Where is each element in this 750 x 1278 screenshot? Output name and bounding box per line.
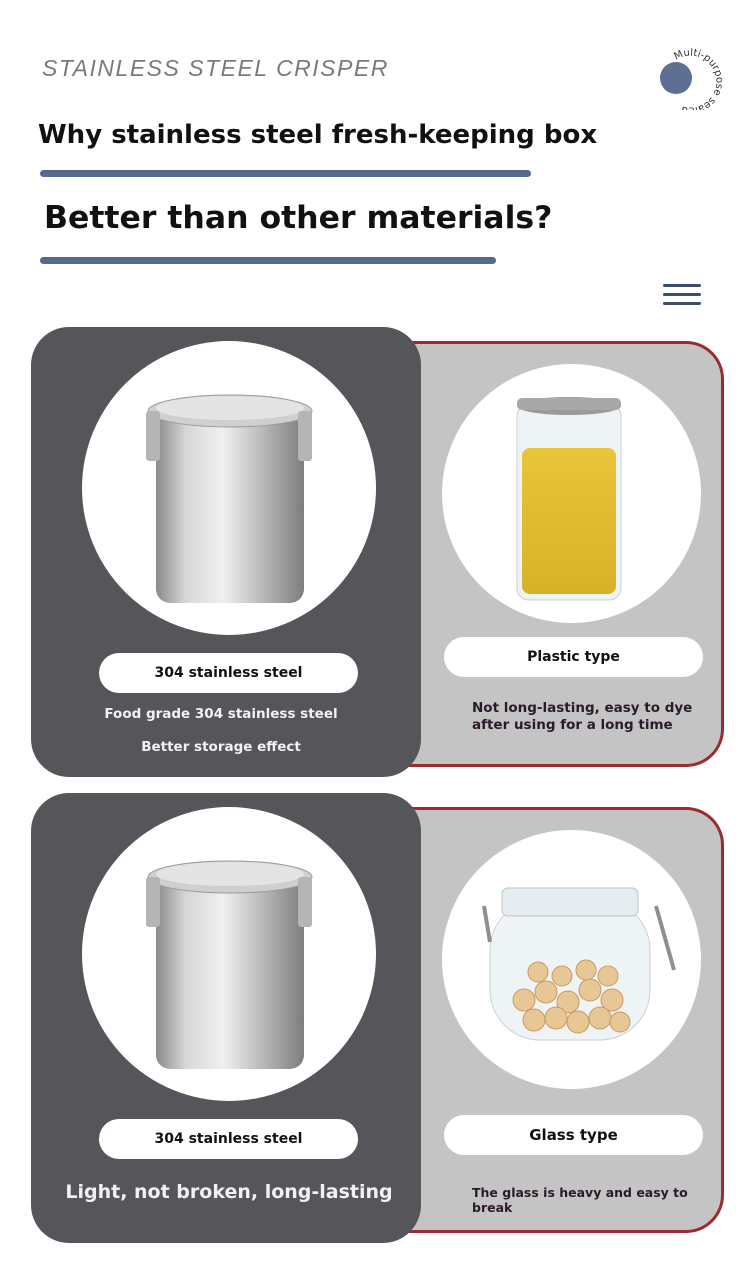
- steel-canister-image-1: [82, 341, 376, 635]
- badge-text: Multi-purpose seal d: [672, 48, 725, 110]
- plastic-label-pill: Plastic type: [444, 637, 703, 677]
- headline-primary: Why stainless steel fresh-keeping box: [38, 120, 598, 150]
- steel-feature-line-1: Food grade 304 stainless steel: [104, 706, 338, 722]
- hamburger-menu-icon[interactable]: [663, 284, 701, 308]
- glass-jar-image: [442, 830, 701, 1089]
- glass-label-pill: Glass type: [444, 1115, 703, 1155]
- steel-label-pill-2: 304 stainless steel: [99, 1119, 358, 1159]
- steel-label-pill-1: 304 stainless steel: [99, 653, 358, 693]
- glass-description: The glass is heavy and easy to break: [472, 1185, 688, 1215]
- headline-underline-1: [40, 170, 531, 177]
- steel-canister-image-2: [82, 807, 376, 1101]
- plastic-description: Not long-lasting, easy to dye after using for a long time: [472, 700, 693, 733]
- headline-secondary: Better than other materials?: [44, 200, 553, 236]
- headline-underline-2: [40, 257, 496, 264]
- multi-purpose-sealed-badge: [656, 48, 726, 110]
- steel-feature-line-3: Light, not broken, long-lasting: [65, 1181, 393, 1203]
- plastic-jar-image: [442, 364, 701, 623]
- eyebrow-title: STAINLESS STEEL CRISPER: [42, 55, 389, 81]
- steel-feature-line-2: Better storage effect: [141, 739, 301, 755]
